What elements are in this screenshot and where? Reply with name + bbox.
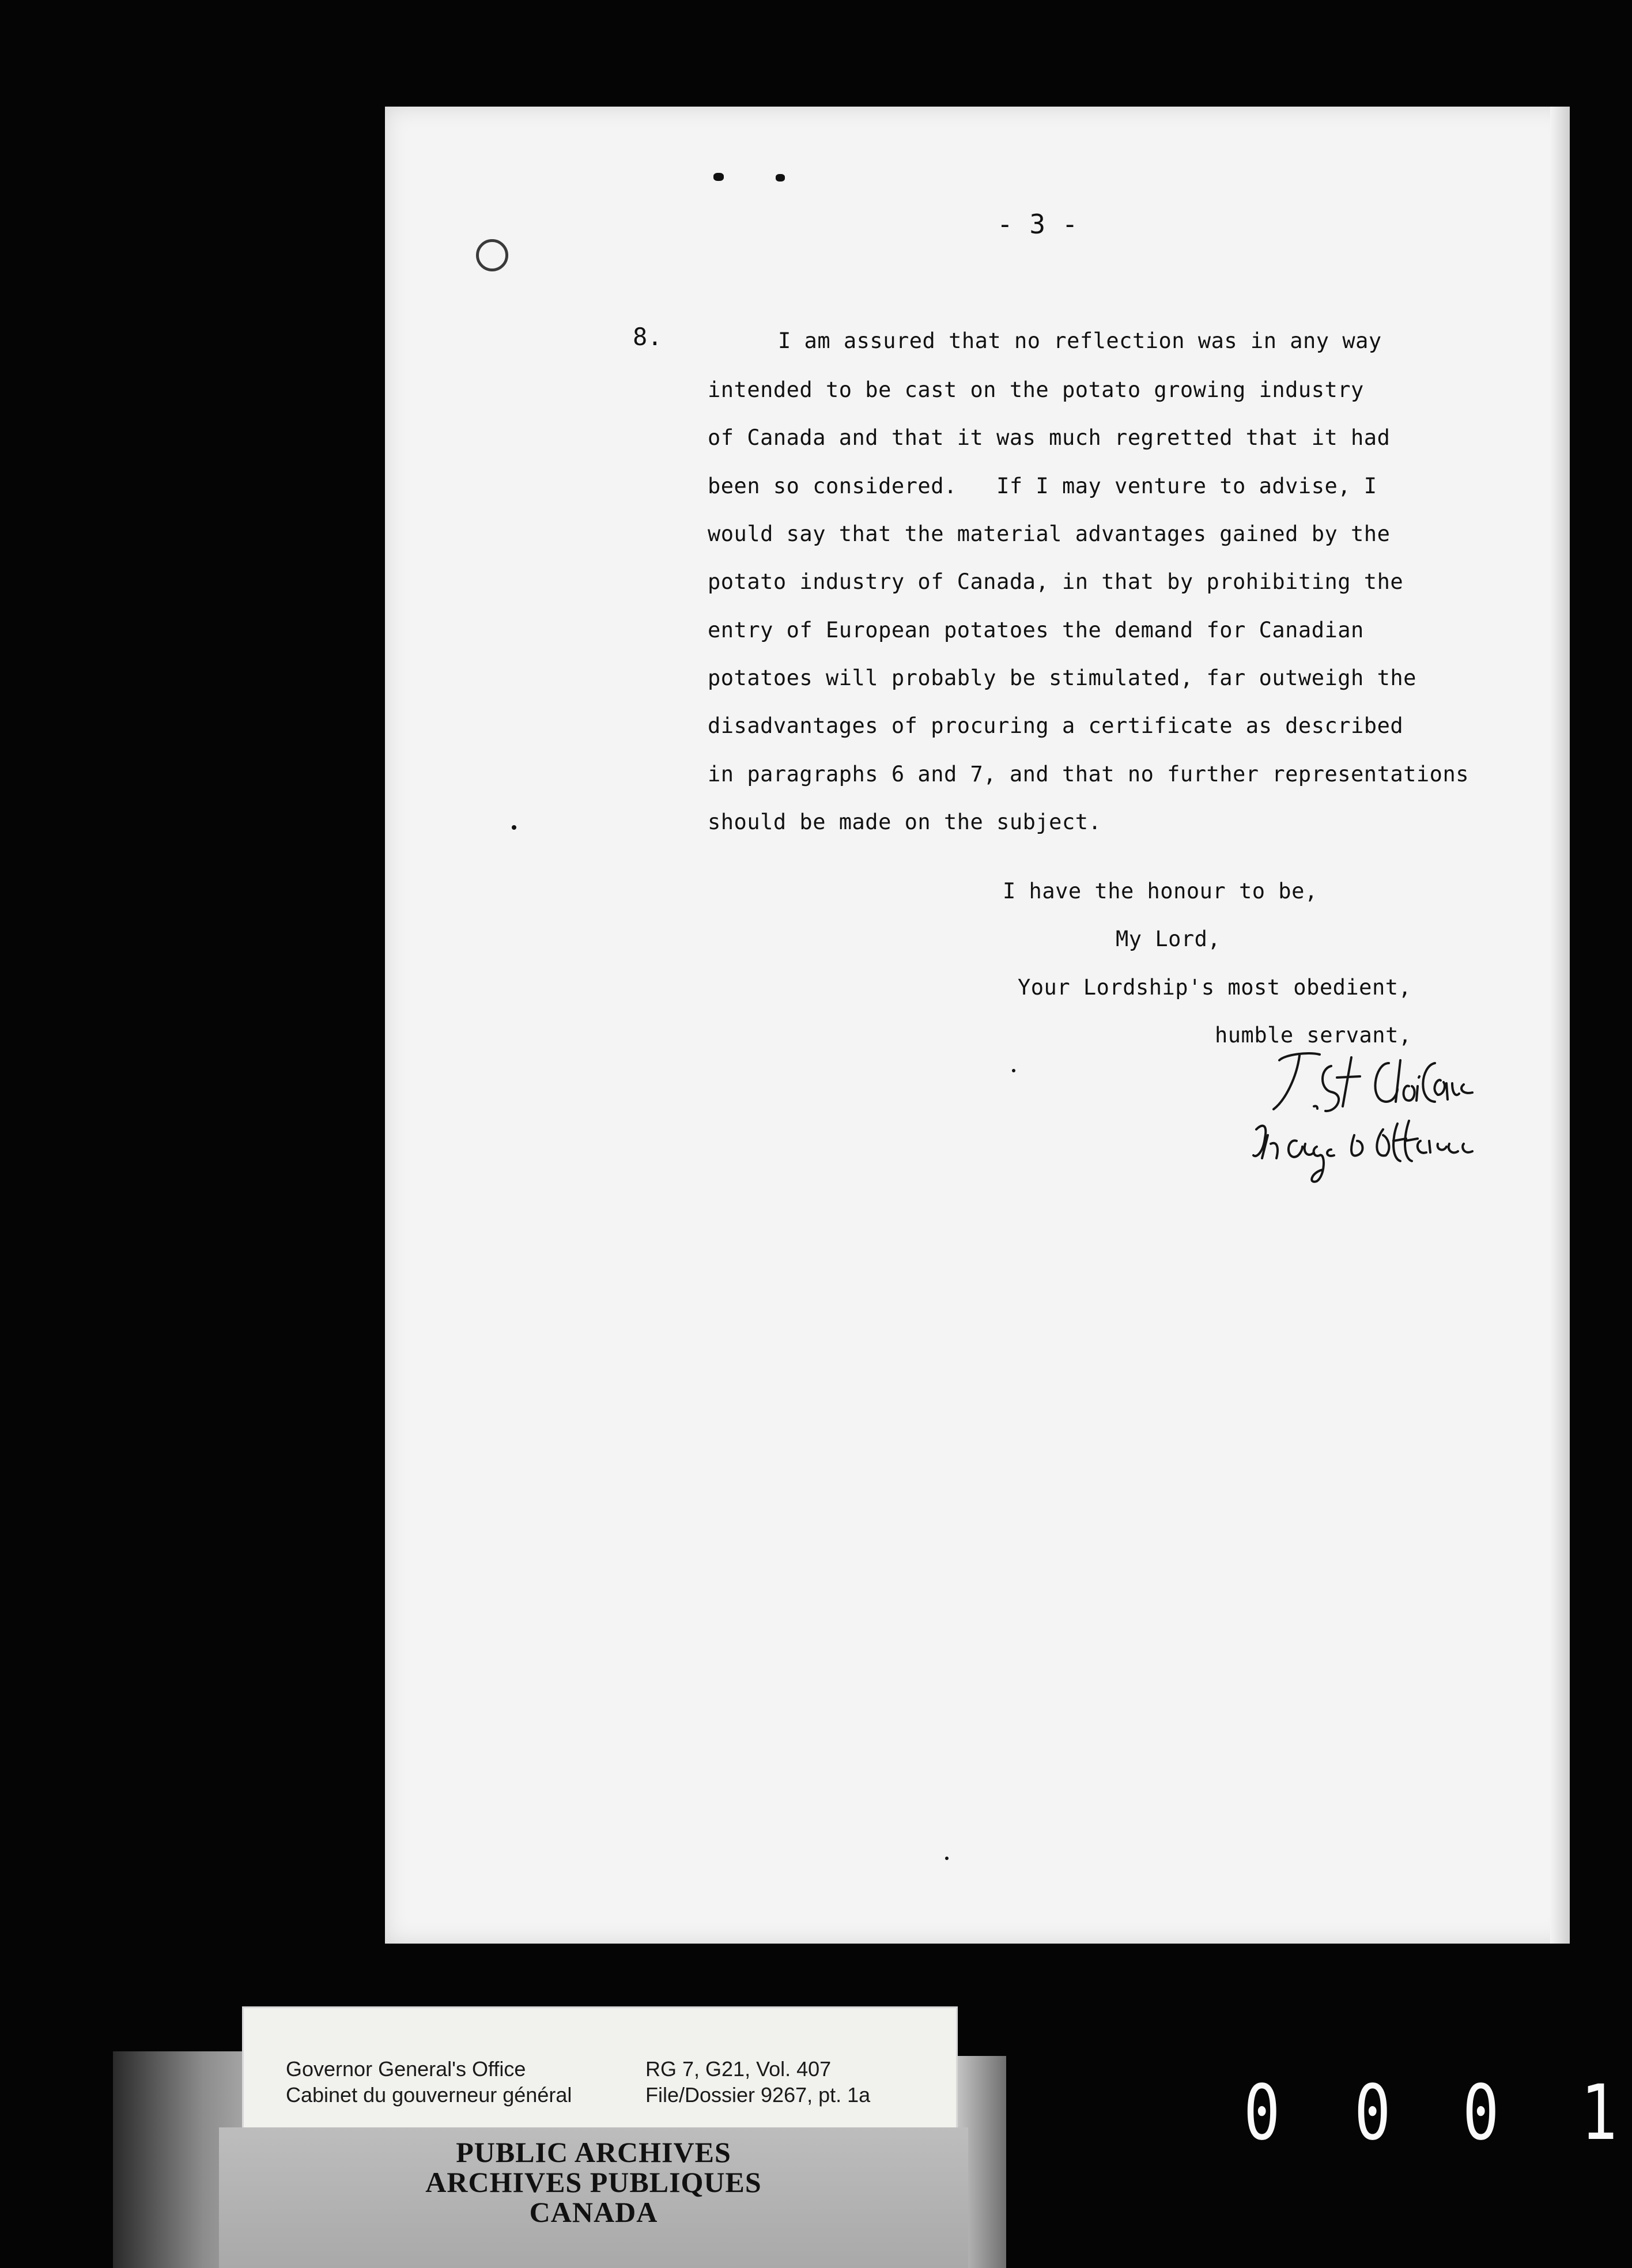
body-line: intended to be cast on the potato growing industry: [708, 377, 1364, 402]
stamp-line: PUBLIC ARCHIVES: [456, 2136, 731, 2168]
body-line: in paragraphs 6 and 7, and that no further representations: [708, 762, 1469, 787]
closing-line: humble servant,: [1215, 1023, 1412, 1048]
typewriter-mark: [713, 173, 724, 181]
body-line: I am assured that no reflection was in any way: [778, 328, 1382, 353]
typewriter-mark: [776, 174, 785, 182]
label-office-fr: Cabinet du gouverneur général: [286, 2083, 572, 2107]
frame-number-digit: 1: [1580, 2069, 1618, 2157]
body-line: entry of European potatoes the demand for Canadian: [708, 618, 1364, 642]
body-line: should be made on the subject.: [708, 810, 1102, 834]
stamp-line: ARCHIVES PUBLIQUES: [425, 2166, 762, 2198]
speck: [1012, 1069, 1015, 1072]
body-line: potatoes will probably be stimulated, far outweigh the: [708, 666, 1416, 690]
body-line: potato industry of Canada, in that by prohibiting the: [708, 569, 1404, 594]
closing-line: I have the honour to be,: [1003, 879, 1318, 904]
closing-line: Your Lordship's most obedient,: [1018, 975, 1412, 1000]
punch-hole-icon: [476, 239, 508, 271]
body-line: been so considered. If I may venture to advise, I: [708, 474, 1377, 498]
frame-number-digit: 0: [1354, 2069, 1391, 2157]
body-line: would say that the material advantages gained by the: [708, 521, 1391, 546]
label-office-en: Governor General's Office: [286, 2057, 526, 2081]
label-file: File/Dossier 9267, pt. 1a: [645, 2083, 871, 2107]
frame-number-digit: 0: [1462, 2069, 1499, 2157]
page-edge: [1550, 107, 1570, 1944]
body-line: disadvantages of procuring a certificate as described: [708, 713, 1404, 738]
speck: [945, 1857, 949, 1860]
page-number: - 3 -: [997, 209, 1078, 240]
label-reference: RG 7, G21, Vol. 407: [645, 2057, 832, 2081]
body-line: of Canada and that it was much regretted that it had: [708, 425, 1391, 450]
closing-line: My Lord,: [1116, 927, 1221, 951]
handwritten-signature: [1245, 1037, 1510, 1210]
speck: [512, 825, 516, 830]
paragraph-number: 8.: [633, 323, 663, 351]
frame-number-digit: 0: [1243, 2069, 1280, 2157]
stamp-line: CANADA: [529, 2196, 658, 2228]
